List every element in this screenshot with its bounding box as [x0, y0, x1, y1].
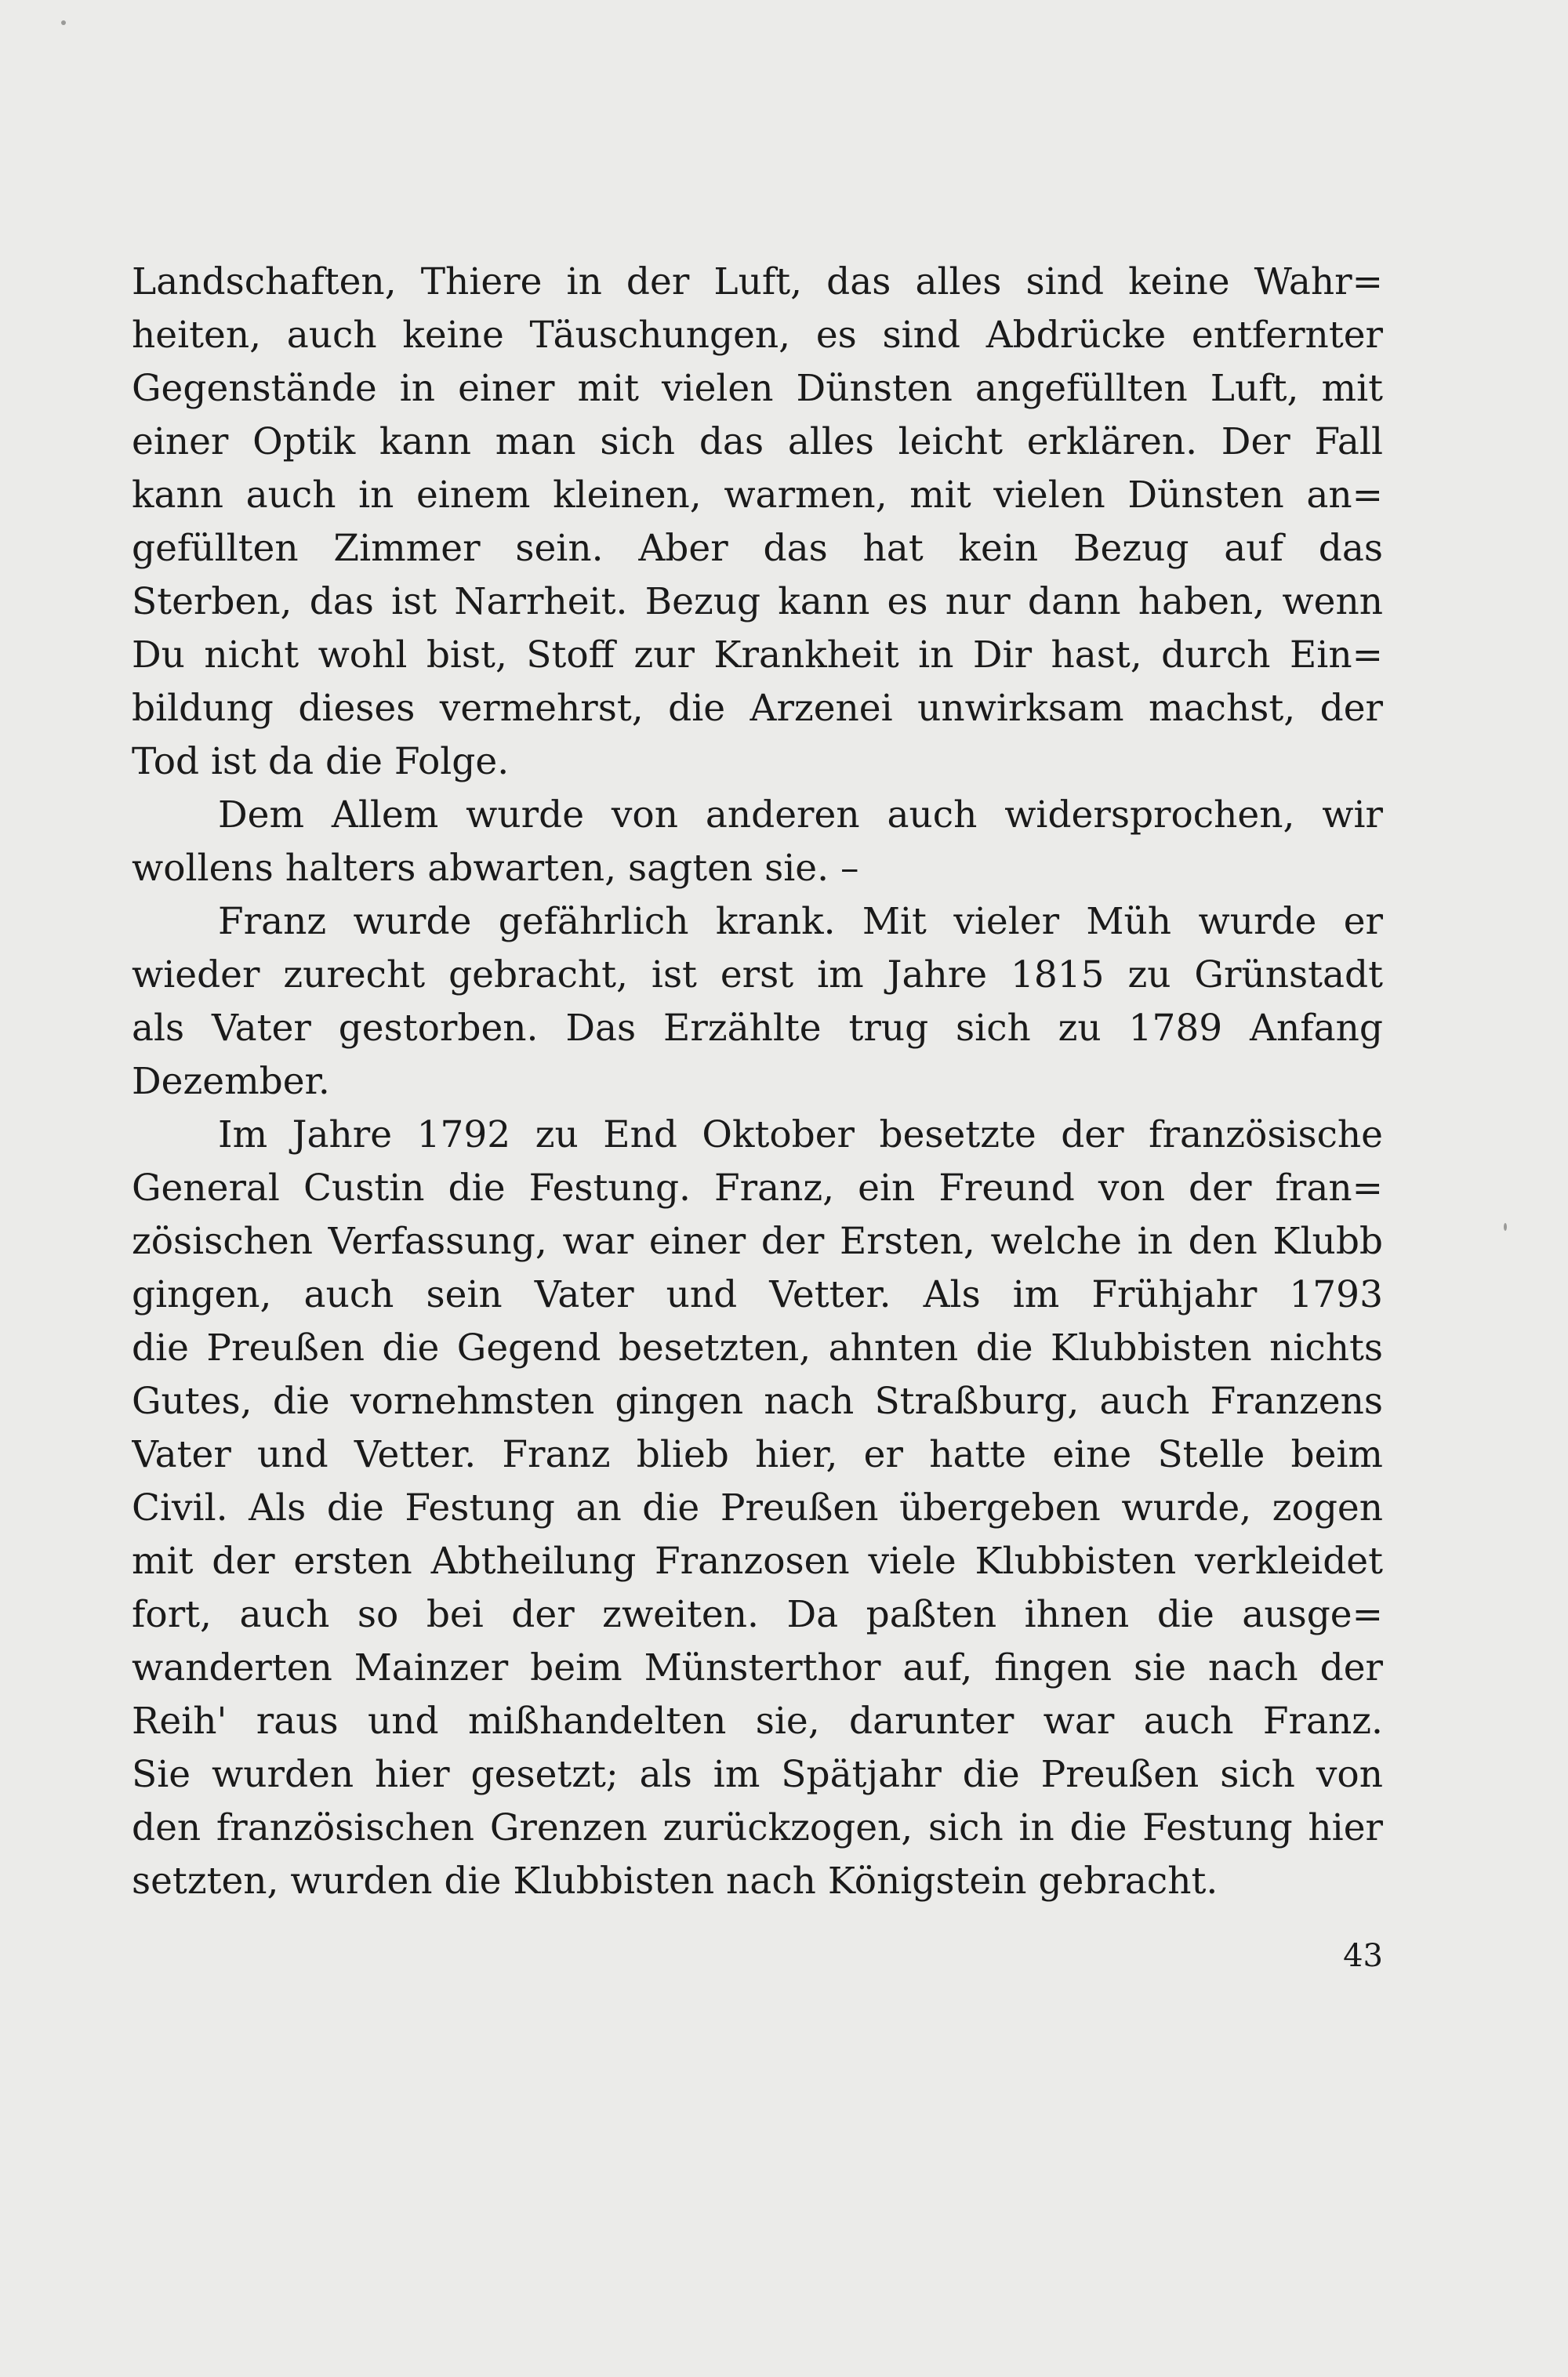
text-line: als Vater gestorben. Das Erzählte trug sich zu 1789 Anfang: [132, 1007, 1383, 1050]
text-line: mit der ersten Abtheilung Franzosen viele Klubbisten verkleidet: [132, 1540, 1383, 1583]
paper-speck: [1504, 1223, 1507, 1231]
text-line: kann auch in einem kleinen, warmen, mit vielen Dünsten an=: [132, 474, 1383, 517]
text-line: zösischen Verfassung, war einer der Ersten, welche in den Klubb: [132, 1220, 1383, 1263]
text-line: Dem Allem wurde von anderen auch widersprochen, wir: [218, 793, 1383, 836]
text-line: die Preußen die Gegend besetzten, ahnten die Klubbisten nichts: [132, 1326, 1383, 1370]
text-line: wanderten Mainzer beim Münsterthor auf, fingen sie nach der: [132, 1646, 1383, 1689]
text-line: Sie wurden hier gesetzt; als im Spätjahr die Preußen sich von: [132, 1753, 1383, 1796]
body-text: [132, 256, 1383, 1908]
text-line: setzten, wurden die Klubbisten nach Königstein gebracht.: [132, 1860, 1218, 1903]
page-number: 43: [1343, 1938, 1383, 1974]
text-line: heiten, auch keine Täuschungen, es sind Abdrücke entfernter: [132, 314, 1383, 357]
text-line: Tod ist da die Folge.: [132, 740, 510, 783]
text-line: Landschaften, Thiere in der Luft, das alles sind keine Wahr=: [132, 260, 1383, 303]
text-line: Gutes, die vornehmsten gingen nach Straßburg, auch Franzens: [132, 1380, 1383, 1423]
text-line: Du nicht wohl bist, Stoff zur Krankheit in Dir hast, durch Ein=: [132, 633, 1383, 677]
text-line: Vater und Vetter. Franz blieb hier, er hatte eine Stelle beim: [132, 1433, 1383, 1476]
text-line: Franz wurde gefährlich krank. Mit vieler Müh wurde er: [218, 900, 1383, 943]
text-line: wollens halters abwarten, sagten sie. –: [132, 847, 859, 890]
text-line: Sterben, das ist Narrheit. Bezug kann es nur dann haben, wenn: [132, 580, 1383, 623]
text-line: bildung dieses vermehrst, die Arzenei unwirksam machst, der: [132, 687, 1383, 730]
text-line: Im Jahre 1792 zu End Oktober besetzte der französische: [218, 1113, 1383, 1156]
text-line: den französischen Grenzen zurückzogen, sich in die Festung hier: [132, 1806, 1383, 1849]
text-line: Dezember.: [132, 1060, 330, 1103]
text-line: gefüllten Zimmer sein. Aber das hat kein Bezug auf das: [132, 527, 1383, 570]
text-line: Reih' raus und mißhandelten sie, darunter war auch Franz.: [132, 1700, 1383, 1743]
text-line: wieder zurecht gebracht, ist erst im Jahre 1815 zu Grünstadt: [132, 953, 1383, 996]
text-line: einer Optik kann man sich das alles leicht erklären. Der Fall: [132, 420, 1383, 463]
text-line: fort, auch so bei der zweiten. Da paßten ihnen die ausge=: [132, 1593, 1383, 1636]
text-line: Gegenstände in einer mit vielen Dünsten angefüllten Luft, mit: [132, 367, 1383, 410]
text-line: gingen, auch sein Vater und Vetter. Als im Frühjahr 1793: [132, 1273, 1383, 1316]
text-line: Civil. Als die Festung an die Preußen übergeben wurde, zogen: [132, 1486, 1383, 1530]
paper-speck: [61, 20, 66, 25]
text-line: General Custin die Festung. Franz, ein Freund von der fran=: [132, 1167, 1383, 1210]
